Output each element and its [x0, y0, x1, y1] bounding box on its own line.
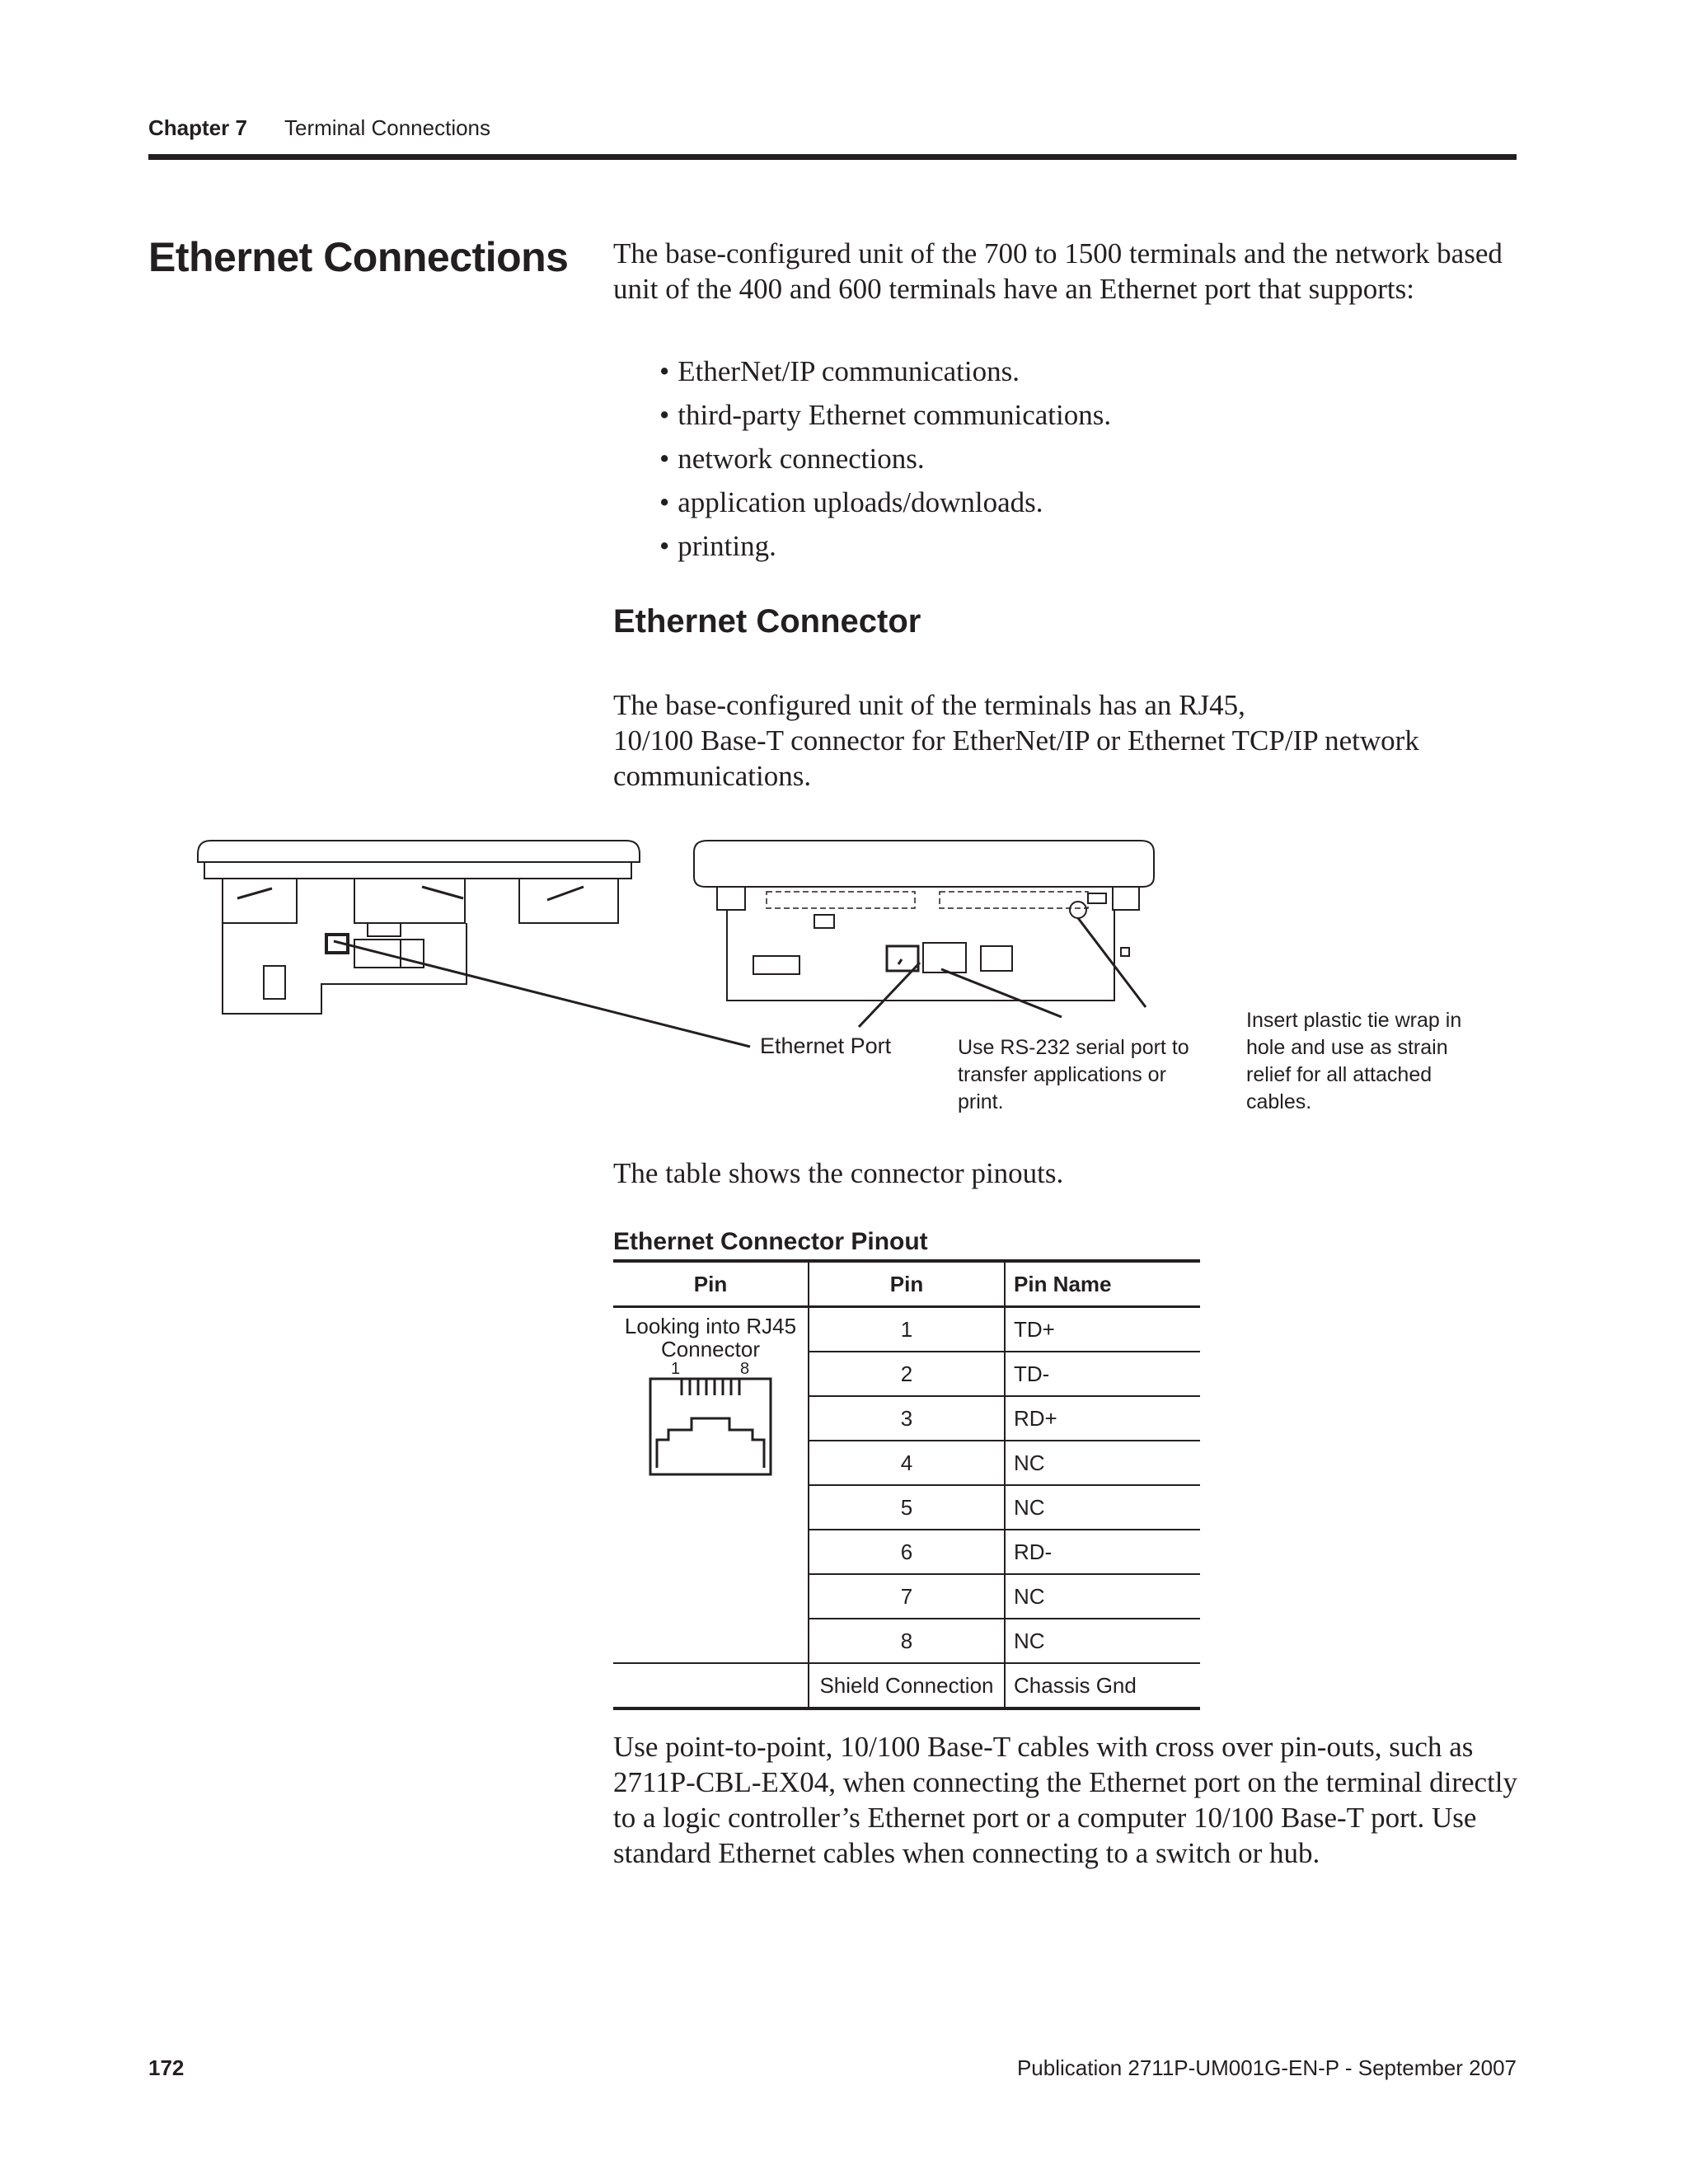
closing-paragraph: Use point-to-point, 10/100 Base-T cables with cross over pin-outs, such as 2711P-CBL-EX04, when connecting the Ethernet port on the terminal directly to a logic controller’s Ethernet port or a computer 10/100 Base-T port. Use standard Ethernet cables when connecting to a switch or hub. [613, 1731, 1518, 1869]
rj45-pin-first: 1 [671, 1360, 681, 1378]
pin-number: 5 [809, 1485, 1005, 1530]
callout-tie-wrap: Insert plastic tie wrap in hole and use as strain relief for all attached cables. [1246, 1009, 1462, 1113]
pin-name: RD+ [1005, 1396, 1200, 1441]
header-chapter: Chapter 7 [148, 115, 247, 140]
rj45-connector-icon [649, 1377, 772, 1476]
callout-leaders [334, 918, 1146, 1047]
table-row [613, 1307, 1200, 1352]
column-header: Pin [613, 1261, 809, 1307]
callout-serial-port: Use RS-232 serial port to transfer applications or print. [958, 1036, 1189, 1113]
footer-publication: Publication 2711P-UM001G-EN-P - September 2007 [1016, 2055, 1517, 2080]
header-title: Terminal Connections [284, 115, 491, 140]
feature-list-item: • printing. [659, 524, 1517, 568]
connector-paragraph [613, 687, 1520, 794]
small-terminal-drawing [198, 841, 640, 1014]
footer-page-number: 172 [148, 2055, 185, 2080]
table-intro: The table shows the connector pinouts. [613, 1157, 1064, 1189]
connector-paragraph-line: 10/100 Base-T connector for EtherNet/IP or Ethernet TCP/IP network communications. [613, 724, 1419, 792]
sub-heading: Ethernet Connector [613, 603, 921, 640]
pin-number: 4 [809, 1441, 1005, 1485]
pin-number: 2 [809, 1352, 1005, 1396]
pin-name: TD+ [1005, 1307, 1200, 1352]
pin-name: TD- [1005, 1352, 1200, 1396]
pinout-table [613, 1259, 1200, 1710]
table-header-row [613, 1261, 1200, 1307]
large-terminal-drawing [694, 841, 1154, 1001]
pin-number: 7 [809, 1574, 1005, 1619]
callout-ethernet-port: Ethernet Port [760, 1033, 892, 1058]
pin-number: 3 [809, 1396, 1005, 1441]
pin-number: 6 [809, 1530, 1005, 1574]
pin-number: 8 [809, 1619, 1005, 1663]
rj45-pin-last: 8 [740, 1360, 750, 1378]
pin-number: Shield Connection [809, 1663, 1005, 1708]
pin-name: NC [1005, 1574, 1200, 1619]
pin-name: Chassis Gnd [1005, 1663, 1200, 1708]
pin-name: NC [1005, 1619, 1200, 1663]
connector-paragraph-line: The base-configured unit of the terminals has an RJ45, [613, 689, 1245, 721]
rj45-label: Looking into RJ45 Connector [624, 1314, 797, 1361]
feature-list-item: • application uploads/downloads. [659, 480, 1517, 524]
table-caption: Ethernet Connector Pinout [613, 1228, 928, 1255]
empty-cell [613, 1663, 809, 1708]
header-rule [148, 154, 1517, 160]
feature-list-item: • third-party Ethernet communications. [659, 393, 1517, 437]
column-header: Pin [809, 1261, 1005, 1307]
column-header: Pin Name [1005, 1261, 1200, 1307]
pin-name: NC [1005, 1441, 1200, 1485]
intro-paragraph: The base-configured unit of the 700 to 1500 terminals and the network based unit of the 400 and 600 terminals have an Ethernet port that supports: [613, 237, 1503, 305]
feature-list [659, 349, 1517, 568]
pin-name: NC [1005, 1485, 1200, 1530]
pin-name: RD- [1005, 1530, 1200, 1574]
feature-list-item: • EtherNet/IP communications. [659, 349, 1517, 393]
section-title: Ethernet Connections [148, 234, 569, 280]
pin-number: 1 [809, 1307, 1005, 1352]
feature-list-item: • network connections. [659, 437, 1517, 480]
table-row [613, 1663, 1200, 1708]
rj45-cell [613, 1307, 809, 1664]
